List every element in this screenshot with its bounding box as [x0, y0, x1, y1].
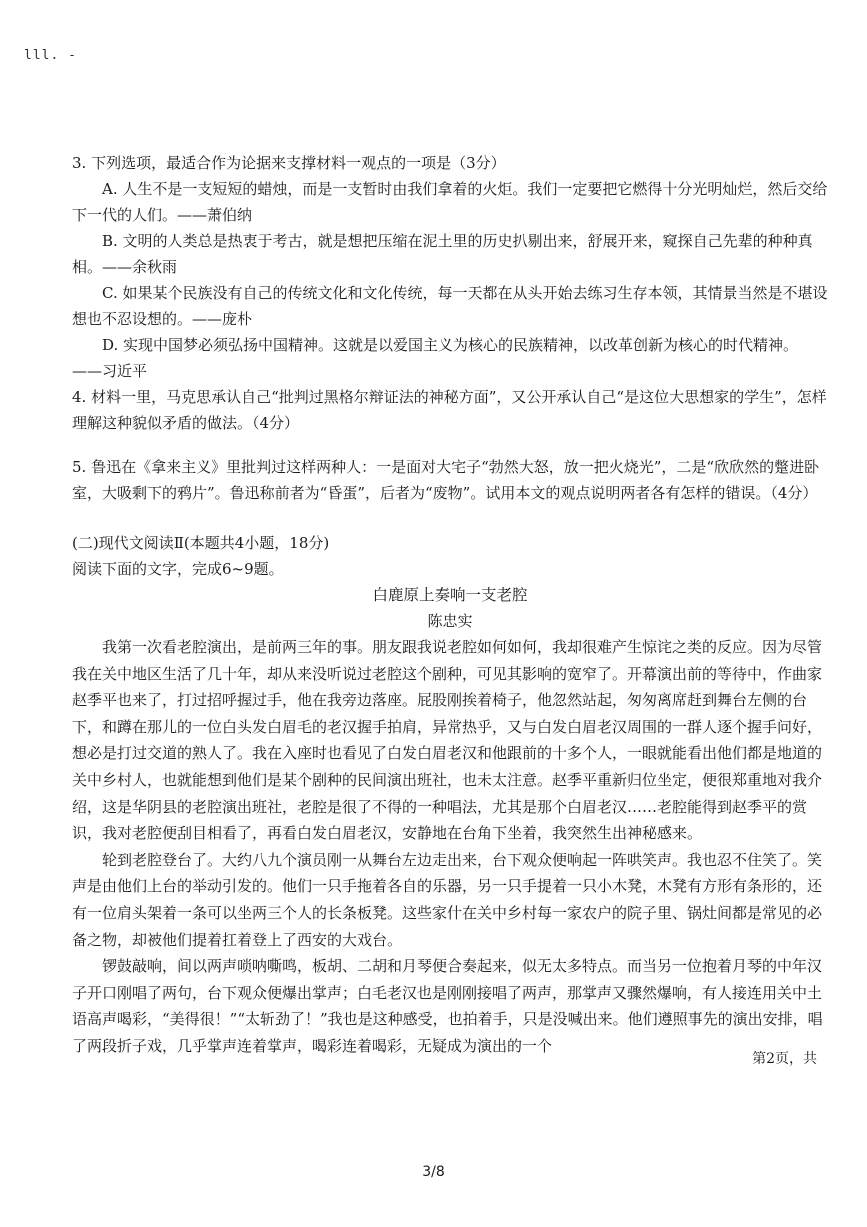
section-instruction: 阅读下面的文字，完成6~9题。	[72, 560, 284, 578]
essay-body	[72, 634, 828, 1060]
document-page	[72, 150, 828, 1060]
question-3	[72, 150, 828, 384]
corner-mark: lll. -	[24, 48, 77, 63]
question-3-stem: 3. 下列选项，最适合作为论据来支撑材料一观点的一项是（3分）	[72, 154, 506, 172]
essay-paragraph: 轮到老腔登台了。大约八九个演员刚一从舞台左边走出来，台下观众便响起一阵哄笑声。我也忍不住笑了。笑声是由他们上台的举动引发的。他们一只手拖着各自的乐器，另一只手提着一只小木凳，木凳有方形有条形的，还有一位肩头架着一条可以坐两三个人的长条板凳。这些家什在关中乡村每一家农户的院子里、锅灶间都是常见的必备之物，却被他们提着扛着登上了西安的大戏台。	[72, 850, 823, 949]
option-d: D. 实现中国梦必须弘扬中国精神。这就是以爱国主义为核心的民族精神，以改革创新为核心的时代精神。——习近平	[72, 336, 799, 380]
option-b: B. 文明的人类总是热衷于考古，就是想把压缩在泥土里的历史扒剔出来，舒展开来，窥探自己先辈的种种真相。——余秋雨	[72, 232, 813, 276]
essay-paragraph: 锣鼓敲响，间以两声唢呐嘶鸣，板胡、二胡和月琴便合奏起来，似无太多特点。而当另一位抱着月琴的中年汉子开口刚唱了两句，台下观众便爆出掌声；白毛老汉也是刚刚接唱了两声，那掌声又骤然爆响，有人接连用关中土语高声喝彩，“美得很！”“太斩劲了！”我也是这种感受，也拍着手，只是没喊出来。他们遵照事先的演出安排，唱了两段折子戏，几乎掌声连着掌声，喝彩连着喝彩，无疑成为演出的一个	[72, 957, 823, 1055]
option-a: A. 人生不是一支短短的蜡烛，而是一支暂时由我们拿着的火炬。我们一定要把它燃得十分光明灿烂，然后交给下一代的人们。——萧伯纳	[72, 180, 828, 224]
page-number: 3/8	[422, 1164, 445, 1180]
reading-section	[72, 530, 828, 1060]
option-c: C. 如果某个民族没有自己的传统文化和文化传统，每一天都在从头开始去练习生存本领，其情景当然是不堪设想也不忍设想的。——庞朴	[72, 284, 828, 328]
essay-paragraph: 我第一次看老腔演出，是前两三年的事。朋友跟我说老腔如何如何，我却很难产生惊诧之类的反应。因为尽管我在关中地区生活了几十年，却从来没听说过老腔这个剧种，可见其影响的宽窄了。开幕演出前的等待中，作曲家赵季平也来了，打过招呼握过手，他在我旁边落座。屁股刚挨着椅子，他忽然站起，匆匆离席赶到舞台左侧的台下，和蹲在那儿的一位白头发白眉毛的老汉握手拍肩，异常热乎，又与白发白眉老汉周围的一群人逐个握手问好，想必是打过交道的熟人了。我在入座时也看见了白发白眉老汉和他跟前的十多个人，一眼就能看出他们都是地道的关中乡村人，也就能想到他们是某个剧种的民间演出班社，也未太注意。赵季平重新归位坐定，便很郑重地对我介绍，这是华阴县的老腔演出班社，老腔是很了不得的一种唱法，尤其是那个白眉老汉……老腔能得到赵季平的赏识，我对老腔便刮目相看了，再看白发白眉老汉，安静地在台角下坐着，我突然生出神秘感来。	[72, 638, 823, 843]
essay-title: 白鹿原上奏响一支老腔	[372, 586, 528, 604]
section-heading: (二)现代文阅读Ⅱ(本题共4小题，18分)	[72, 534, 330, 552]
question-4: 4. 材料一里，马克思承认自己“批判过黑格尔辩证法的神秘方面”，又公开承认自己“是这位大思想家的学生”，怎样理解这种貌似矛盾的做法。（4分）	[72, 388, 827, 432]
page-footer: 第2页，共	[752, 1051, 817, 1067]
question-5: 5. 鲁迅在《拿来主义》里批判过这样两种人：一是面对大宅子“勃然大怒，放一把火烧光”，二是“欣欣然的蹩进卧室，大吸剩下的鸦片”。鲁迅称前者为“昏蛋”，后者为“废物”。试用本文的观点说明两者各有怎样的错误。（4分）	[72, 458, 820, 502]
essay-author: 陈忠实	[427, 612, 473, 630]
